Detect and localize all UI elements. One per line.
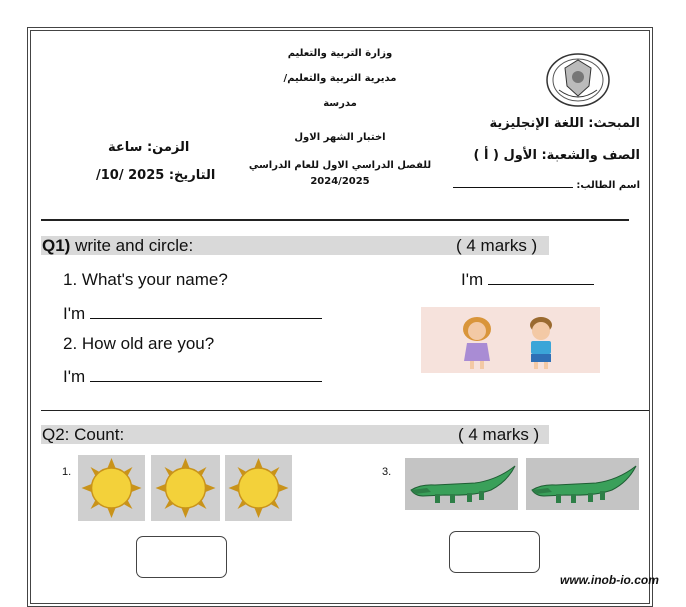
q1-answer2 xyxy=(63,367,322,387)
q1-answer2-blank[interactable] xyxy=(90,381,322,382)
subject-text: المبحث: اللغة الإنجليزية xyxy=(489,116,640,131)
directorate-text: مديرية التربية والتعليم/ xyxy=(283,73,397,84)
school-text: مدرسة xyxy=(323,98,357,109)
q1-item1: 1. What's your name? xyxy=(63,270,228,289)
ministry-text: وزارة التربية والتعليم xyxy=(287,48,393,59)
q1-heading xyxy=(42,236,193,256)
crocodile-icon xyxy=(526,458,639,510)
sun-icon xyxy=(151,455,220,521)
q1-right-answer xyxy=(461,270,594,290)
ministry-seal xyxy=(545,52,611,108)
header-divider xyxy=(41,219,629,221)
semester-text: للفصل الدراسي الاول للعام الدراسي xyxy=(248,160,432,171)
set3-number: 3. xyxy=(382,466,392,478)
crocodile-icon xyxy=(405,458,518,510)
student-name-label: اسم الطالب: xyxy=(572,180,640,191)
boy-figure xyxy=(530,317,552,369)
student-name-row xyxy=(453,180,640,191)
q2-title: Q2: Count: xyxy=(42,425,125,444)
q1-divider xyxy=(41,410,649,411)
count-answer-box-3[interactable] xyxy=(449,531,540,573)
grade-text: الصف والشعبة: الأول ( أ ) xyxy=(473,148,640,163)
q1-label: Q1) xyxy=(42,236,71,255)
sun-icon xyxy=(225,455,292,521)
q1-right-blank[interactable] xyxy=(488,284,594,285)
q1-item2: 2. How old are you? xyxy=(63,334,215,353)
student-name-field[interactable] xyxy=(453,187,573,188)
time-text: الزمن: ساعة xyxy=(108,140,190,155)
q1-answer1-blank[interactable] xyxy=(90,318,322,319)
sun-icon xyxy=(78,455,145,521)
q2-marks: ( 4 marks ) xyxy=(458,425,540,444)
exam-title: اختبار الشهر الاول xyxy=(294,132,386,143)
set1-number: 1. xyxy=(62,466,72,478)
q1-right-prefix: I'm xyxy=(461,270,484,289)
q1-answer2-prefix: I'm xyxy=(63,367,86,386)
q1-answer1-prefix: I'm xyxy=(63,304,86,323)
q1-title: write and circle: xyxy=(70,236,194,255)
kids-illustration xyxy=(421,307,600,373)
date-text: التاريخ: 2025 /10/ xyxy=(96,168,216,183)
year-text: 2024/2025 xyxy=(310,176,370,187)
footer-brand: www.inob-io.com xyxy=(560,573,659,587)
q1-marks: ( 4 marks ) xyxy=(456,236,538,255)
count-answer-box-1[interactable] xyxy=(136,536,227,578)
q1-answer1 xyxy=(63,304,322,324)
